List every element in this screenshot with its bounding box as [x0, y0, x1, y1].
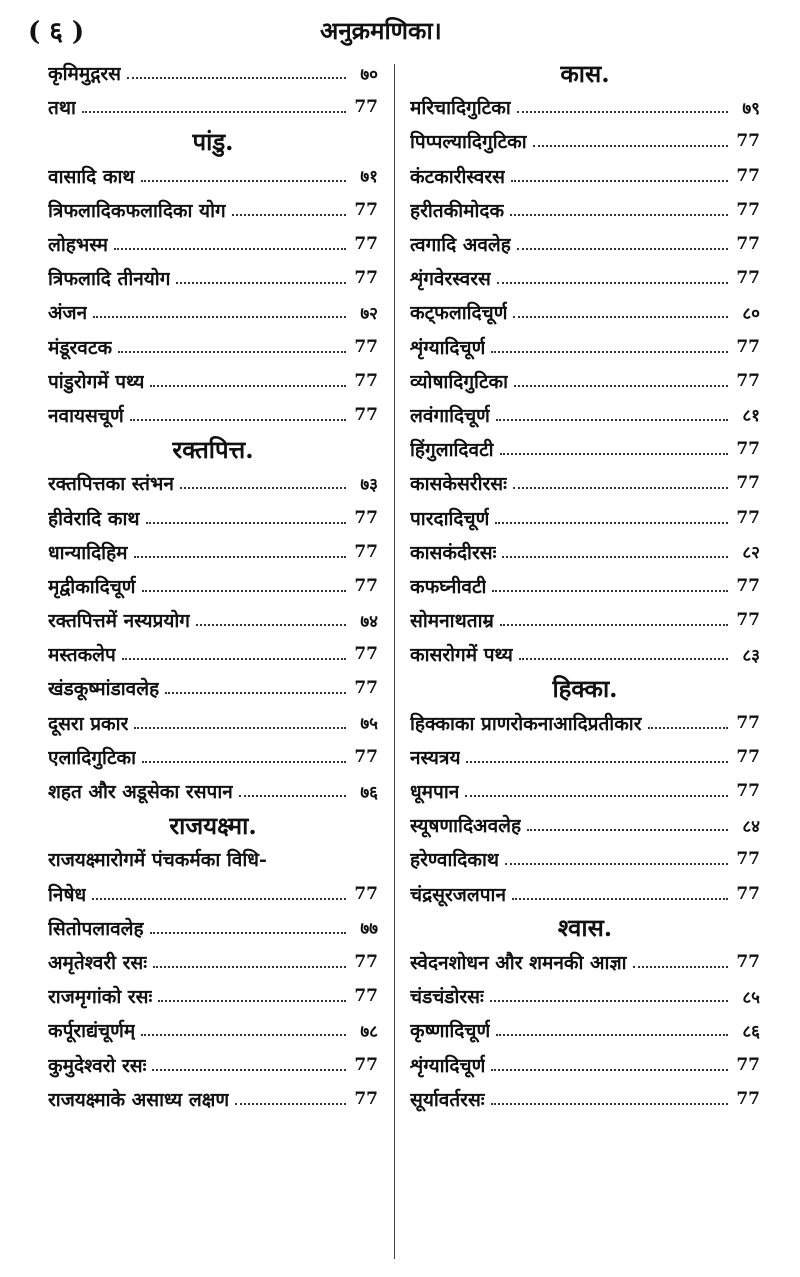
toc-entry — [410, 124, 760, 158]
dot-leader — [176, 282, 346, 284]
dot-leader — [465, 795, 728, 797]
toc-entry — [48, 500, 378, 534]
dot-leader — [517, 111, 728, 113]
dot-leader — [141, 1034, 346, 1036]
toc-entry — [48, 330, 378, 364]
entry-page-number: 77 — [354, 234, 378, 255]
entry-page-number: 77 — [354, 199, 378, 220]
dot-leader — [141, 180, 346, 182]
entry-page-number: 77 — [736, 199, 760, 220]
dot-leader — [180, 487, 346, 489]
entry-page-number: 77 — [354, 404, 378, 425]
entry-title: कृष्णादिचूर्ण — [410, 1020, 491, 1043]
dot-leader — [527, 829, 728, 831]
dot-leader — [127, 77, 346, 79]
dot-leader — [519, 658, 728, 660]
toc-entry — [410, 535, 760, 569]
toc-entry — [48, 364, 378, 398]
entry-page-number: 77 — [354, 644, 378, 665]
section-heading — [410, 56, 760, 90]
toc-entry — [410, 261, 760, 295]
entry-page-number: 77 — [354, 268, 378, 289]
entry-title: सूर्यावर्तरसः — [410, 1088, 485, 1111]
entry-page-number: 77 — [736, 131, 760, 152]
entry-page-number: 77 — [736, 165, 760, 186]
entry-page-number: ७२ — [360, 303, 378, 324]
entry-title: राजयक्ष्मारोगमें पंचकर्मका विधि- — [48, 849, 267, 872]
dot-leader — [491, 1069, 728, 1071]
toc-entry — [410, 569, 760, 603]
entry-title: स्वेदनशोधन और शमनकी आज्ञा — [410, 951, 627, 974]
dot-leader — [150, 932, 346, 934]
entry-page-number: 77 — [354, 370, 378, 391]
toc-entry — [48, 603, 378, 637]
entry-title: राजमृगांको रसः — [48, 986, 153, 1009]
toc-entry — [48, 842, 378, 876]
entry-page-number: 77 — [736, 746, 760, 767]
dot-leader — [495, 522, 728, 524]
toc-entry — [48, 90, 378, 124]
toc-entry — [410, 159, 760, 193]
entry-page-number: ८० — [742, 303, 760, 324]
entry-title: हीवेरादि काथ — [48, 507, 140, 530]
entry-page-number: ७१ — [360, 167, 378, 188]
toc-entry — [410, 637, 760, 671]
entry-title: राजयक्ष्माके असाध्य लक्षण — [48, 1088, 230, 1111]
dot-leader — [496, 1034, 728, 1036]
entry-page-number: ७७ — [360, 919, 378, 940]
entry-title: धान्यादिहिम — [48, 541, 128, 564]
entry-page-number: ८३ — [742, 645, 760, 666]
entry-title: चंडचंडोरसः — [410, 986, 484, 1009]
entry-page-number: ७९ — [742, 98, 760, 119]
toc-entry — [48, 56, 378, 90]
toc-entry — [48, 295, 378, 329]
toc-entry — [48, 569, 378, 603]
entry-title: त्वगादि अवलेह — [410, 234, 511, 257]
entry-page-number: 77 — [736, 575, 760, 596]
entry-title: धूमपान — [410, 781, 460, 804]
dot-leader — [82, 111, 346, 113]
entry-title: रक्तपित्तमें नस्यप्रयोग — [48, 610, 191, 633]
entry-title: नवायसचूर्ण — [48, 404, 124, 427]
dot-leader — [134, 556, 346, 558]
toc-entry — [410, 500, 760, 534]
toc-entry — [48, 535, 378, 569]
entry-page-number: 77 — [354, 1054, 378, 1075]
entry-title: मरिचादिगुटिका — [410, 97, 511, 120]
entry-page-number: 77 — [354, 541, 378, 562]
section-heading-text: पांडु. — [192, 126, 234, 156]
toc-entry — [410, 774, 760, 808]
dot-leader — [491, 1103, 728, 1105]
entry-title: एलादिगुटिका — [48, 746, 137, 769]
dot-leader — [153, 966, 346, 968]
entry-page-number: 77 — [736, 951, 760, 972]
entry-page-number: 77 — [736, 883, 760, 904]
section-heading — [410, 671, 760, 705]
dot-leader — [512, 898, 728, 900]
toc-entry — [48, 398, 378, 432]
section-heading — [410, 911, 760, 945]
toc-entry — [48, 706, 378, 740]
dot-leader — [122, 658, 346, 660]
section-heading-text: रक्तपित्त. — [172, 434, 254, 464]
entry-title: नस्यत्रय — [410, 746, 461, 769]
section-heading-text: श्वास. — [557, 913, 613, 943]
section-heading — [48, 808, 378, 842]
right-column — [410, 56, 760, 1116]
entry-title: दूसरा प्रकार — [48, 712, 129, 735]
dot-leader — [142, 590, 346, 592]
toc-entry — [48, 774, 378, 808]
toc-entry — [48, 261, 378, 295]
entry-page-number: 77 — [354, 986, 378, 1007]
entry-page-number: 77 — [736, 1054, 760, 1075]
entry-title: कृमिमुद्गरस — [48, 63, 121, 86]
entry-page-number: ७४ — [360, 611, 378, 632]
entry-title: शहत और अडूसेका रसपान — [48, 781, 233, 804]
entry-title: खंडकूष्मांडावलेह — [48, 678, 160, 701]
toc-entry — [48, 945, 378, 979]
entry-page-number: ७३ — [360, 474, 378, 495]
entry-title: त्रिफलादिकफलादिका योग — [48, 199, 226, 222]
toc-entry — [48, 193, 378, 227]
dot-leader — [118, 351, 346, 353]
section-heading-text: कास. — [560, 58, 610, 88]
page-number: ( ६ ) — [28, 17, 85, 47]
toc-entry — [410, 364, 760, 398]
entry-page-number: ८२ — [742, 543, 760, 564]
dot-leader — [500, 453, 728, 455]
toc-entry — [410, 398, 760, 432]
entry-title: कफघ्नीवटी — [410, 575, 487, 598]
dot-leader — [93, 316, 346, 318]
entry-title: पारदादिचूर्ण — [410, 507, 490, 530]
toc-entry — [48, 740, 378, 774]
entry-title: कासकंदीरसः — [410, 541, 497, 564]
toc-entry — [48, 877, 378, 911]
toc-entry — [410, 466, 760, 500]
dot-leader — [514, 385, 728, 387]
entry-page-number: 77 — [354, 336, 378, 357]
toc-entry — [410, 1082, 760, 1116]
dot-leader — [232, 214, 346, 216]
section-heading-text: हिक्का. — [552, 673, 618, 703]
section-heading-text: राजयक्ष्मा. — [169, 810, 257, 840]
dot-leader — [150, 385, 346, 387]
entry-title: सितोपलावलेह — [48, 917, 144, 940]
dot-leader — [466, 761, 728, 763]
toc-entry — [410, 90, 760, 124]
dot-leader — [648, 727, 729, 729]
toc-entry — [410, 842, 760, 876]
entry-page-number: 77 — [736, 610, 760, 631]
entry-page-number: 77 — [354, 678, 378, 699]
toc-entry — [410, 432, 760, 466]
dot-leader — [517, 248, 728, 250]
entry-page-number: ८६ — [742, 1021, 760, 1042]
entry-title: शृंगवेरस्वरस — [410, 268, 491, 291]
dot-leader — [235, 1103, 346, 1105]
dot-leader — [158, 1000, 346, 1002]
toc-entry — [410, 945, 760, 979]
entry-page-number: ७८ — [360, 1021, 378, 1042]
dot-leader — [510, 214, 728, 216]
entry-page-number: 77 — [354, 575, 378, 596]
entry-title: व्योषादिगुटिका — [410, 370, 509, 393]
entry-page-number: ८५ — [742, 987, 760, 1008]
entry-title: शृंग्यादिचूर्ण — [410, 336, 486, 359]
dot-leader — [92, 898, 346, 900]
entry-page-number: 77 — [736, 1088, 760, 1109]
toc-entry — [410, 877, 760, 911]
entry-title: कासरोगमें पथ्य — [410, 644, 513, 667]
entry-title: चंद्रसूरजलपान — [410, 883, 507, 906]
toc-entry — [410, 979, 760, 1013]
entry-title: रक्तपित्तका स्तंभन — [48, 473, 174, 496]
entry-title: मृद्वीकादिचूर्ण — [48, 575, 136, 598]
entry-page-number: 77 — [736, 849, 760, 870]
entry-title: कट्फलादिचूर्ण — [410, 302, 508, 325]
entry-title: कंटकारीस्वरस — [410, 165, 505, 188]
dot-leader — [500, 624, 728, 626]
dot-leader — [134, 727, 346, 729]
toc-entry — [410, 706, 760, 740]
entry-page-number: 77 — [736, 336, 760, 357]
toc-entry — [48, 1047, 378, 1081]
entry-page-number: ७५ — [360, 714, 378, 735]
dot-leader — [633, 966, 728, 968]
entry-title: कासकेसरीरसः — [410, 473, 507, 496]
entry-page-number: 77 — [354, 1088, 378, 1109]
entry-title: सोमनाथताम्र — [410, 610, 494, 633]
dot-leader — [513, 487, 728, 489]
entry-page-number: 77 — [736, 507, 760, 528]
entry-title: शृंग्यादिचूर्ण — [410, 1054, 486, 1077]
entry-page-number: 77 — [736, 234, 760, 255]
page-title: अनुक्रमणिका। — [320, 16, 442, 45]
dot-leader — [492, 590, 728, 592]
entry-page-number: 77 — [354, 951, 378, 972]
column-divider — [394, 64, 395, 1259]
page-header — [0, 8, 800, 48]
section-heading — [48, 124, 378, 158]
entry-page-number: 77 — [736, 473, 760, 494]
entry-title: लवंगादिचूर्ण — [410, 404, 490, 427]
entry-page-number: 77 — [736, 370, 760, 391]
entry-page-number: ८१ — [742, 406, 760, 427]
entry-title: कुमुदेश्वरो रसः — [48, 1054, 147, 1077]
dot-leader — [511, 180, 728, 182]
entry-title: हरेण्वादिकाथ — [410, 849, 500, 872]
entry-page-number: 77 — [736, 268, 760, 289]
entry-title: वासादि काथ — [48, 165, 135, 188]
toc-entry — [410, 295, 760, 329]
toc-entry — [48, 227, 378, 261]
toc-entry — [48, 911, 378, 945]
toc-entry — [410, 330, 760, 364]
entry-title: पांडुरोगमें पथ्य — [48, 370, 145, 393]
entry-page-number: 77 — [354, 97, 378, 118]
entry-title: अमृतेश्वरी रसः — [48, 951, 148, 974]
toc-entry — [410, 1047, 760, 1081]
entry-title: अंजन — [48, 302, 88, 325]
entry-page-number: 77 — [736, 781, 760, 802]
dot-leader — [146, 522, 346, 524]
entry-title: निषेध — [48, 883, 87, 906]
entry-page-number: 77 — [736, 439, 760, 460]
left-column — [48, 56, 378, 1116]
entry-page-number: ७६ — [360, 782, 378, 803]
entry-page-number: 77 — [354, 883, 378, 904]
entry-title: स्यूषणादिअवलेह — [410, 815, 522, 838]
entry-title: हिंगुलादिवटी — [410, 439, 494, 462]
toc-entry — [410, 740, 760, 774]
entry-title: हरीतकीमोदक — [410, 199, 505, 222]
entry-title: त्रिफलादि तीनयोग — [48, 268, 171, 291]
dot-leader — [114, 248, 346, 250]
toc-entry — [410, 1013, 760, 1047]
dot-leader — [502, 556, 728, 558]
toc-entry — [48, 1082, 378, 1116]
toc-entry — [48, 979, 378, 1013]
entry-title: कर्पूराद्यंचूर्णम् — [48, 1020, 136, 1043]
dot-leader — [239, 795, 346, 797]
dot-leader — [505, 863, 728, 865]
entry-page-number: 77 — [354, 507, 378, 528]
toc-entry — [410, 808, 760, 842]
dot-leader — [490, 1000, 728, 1002]
entry-title: पिप्पल्यादिगुटिका — [410, 131, 527, 154]
dot-leader — [165, 692, 346, 694]
dot-leader — [196, 624, 346, 626]
toc-entry — [48, 671, 378, 705]
entry-page-number: ७० — [360, 64, 378, 85]
dot-leader — [142, 761, 346, 763]
toc-entry — [48, 159, 378, 193]
toc-entry — [410, 603, 760, 637]
toc-entry — [410, 227, 760, 261]
dot-leader — [152, 1069, 346, 1071]
dot-leader — [497, 282, 728, 284]
dot-leader — [130, 419, 346, 421]
entry-page-number: 77 — [354, 746, 378, 767]
entry-page-number: 77 — [736, 712, 760, 733]
toc-entry — [48, 637, 378, 671]
dot-leader — [513, 316, 728, 318]
entry-title: तथा — [48, 97, 76, 120]
dot-leader — [496, 419, 728, 421]
entry-title: लोहभस्म — [48, 234, 109, 257]
toc-entry — [48, 466, 378, 500]
section-heading — [48, 432, 378, 466]
dot-leader — [491, 351, 728, 353]
entry-title: मस्तकलेप — [48, 644, 116, 667]
entry-page-number: ८४ — [742, 816, 760, 837]
entry-title: हिक्काका प्राणरोकनाआदिप्रतीकार — [410, 712, 642, 735]
dot-leader — [533, 145, 728, 147]
toc-entry — [48, 1013, 378, 1047]
entry-title: मंडूरवटक — [48, 336, 113, 359]
toc-entry — [410, 193, 760, 227]
